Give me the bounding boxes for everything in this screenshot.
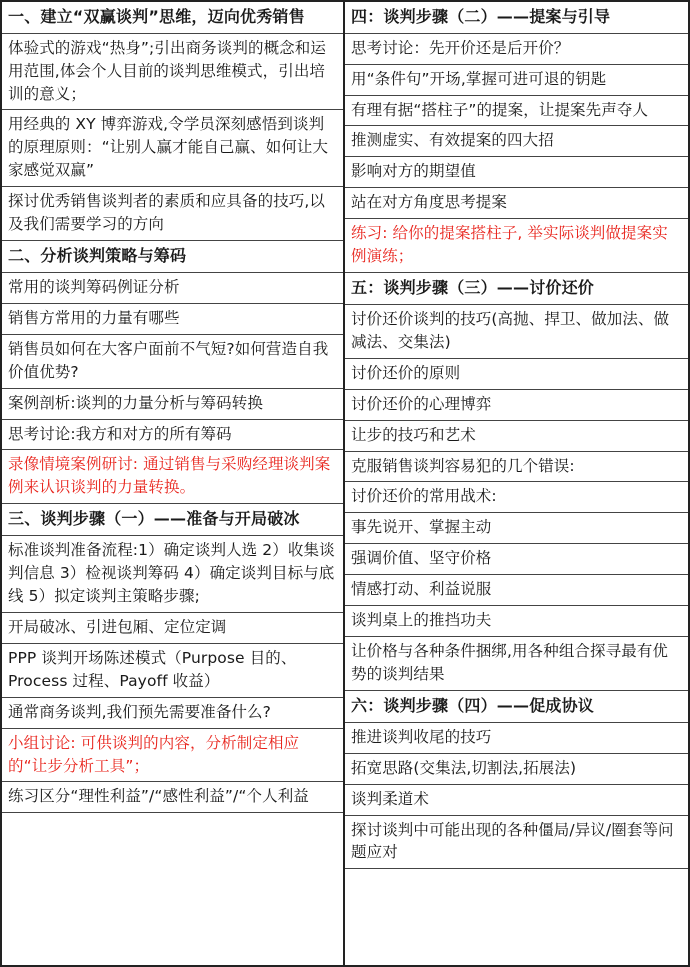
column-filler [2,813,343,965]
outline-text-row [2,782,343,813]
outline-row-text: 情感打动、利益说服 [351,580,492,599]
outline-row-text: 讨价还价的原则 [351,363,461,382]
outline-row-text: 四：谈判步骤（二）——提案与引导 [351,7,611,26]
outline-row-text: 小组讨论: 可供谈判的内容，分析制定相应的“让步分析工具”； [8,733,300,775]
outline-section-heading [345,2,688,34]
outline-row-text: 思考讨论:我方和对方的所有筹码 [8,424,232,443]
outline-text-row [345,637,688,691]
outline-text-row [2,644,343,698]
outline-row-text: 练习区分“理性利益”/“感性利益”/“个人利益 [8,787,309,806]
outline-row-text: 常用的谈判筹码例证分析 [8,277,180,296]
outline-row-text: 讨价还价的常用战术: [351,487,497,506]
outline-section-heading [345,691,688,723]
outline-text-row [345,723,688,754]
outline-row-text: 三、谈判步骤（一）——准备与开局破冰 [8,509,300,529]
outline-row-text: 录像情境案例研讨: 通过销售与采购经理谈判案例来认识谈判的力量转换。 [8,455,331,497]
outline-text-row [345,785,688,816]
outline-text-row [2,187,343,241]
outline-row-text: 强调价值、坚守价格 [351,549,492,568]
outline-text-row [345,359,688,390]
outline-row-text: 练习: 给你的提案搭柱子, 举实际谈判做提案实例演练； [351,224,668,266]
outline-text-row [345,305,688,359]
outline-section-heading [2,2,343,34]
outline-text-row [2,613,343,644]
outline-row-text: 谈判柔道术 [351,789,430,808]
outline-row-text: 标准谈判准备流程:1）确定谈判人选 2）收集谈判信息 3）检视谈判筹码 4）确定谈判目标与底线 5）拟定谈判主策略步骤; [8,541,335,605]
outline-row-text: 讨价还价的心理博弈 [351,394,492,413]
outline-text-row [345,513,688,544]
outline-text-row [345,390,688,421]
outline-text-row [345,34,688,65]
outline-row-text: 体验式的游戏“热身”;引出商务谈判的概念和运用范围,体会个人目前的谈判思维模式，引出培训的意义； [8,38,326,103]
outline-text-row [2,273,343,304]
outline-text-row [345,126,688,157]
outline-text-row [345,452,688,483]
outline-text-row [345,606,688,637]
outline-row-text: 探讨优秀销售谈判者的素质和应具备的技巧,以及我们需要学习的方向 [8,192,326,234]
outline-row-text: 站在对方角度思考提案 [351,193,508,212]
outline-row-text: 推进谈判收尾的技巧 [351,727,492,746]
outline-row-text: 克服销售谈判容易犯的几个错误: [351,456,575,475]
outline-text-row [345,96,688,127]
outline-row-text: 销售员如何在大客户面前不气短?如何营造自我价值优势? [8,339,329,381]
outline-text-row [2,304,343,335]
outline-row-text: 推测虚实、有效提案的四大招 [351,131,554,150]
outline-text-row [345,421,688,452]
outline-text-row [2,450,343,504]
outline-text-row [345,575,688,606]
outline-row-text: 让价格与各种条件捆绑,用各种组合探寻最有优势的谈判结果 [351,642,669,684]
outline-text-row [345,219,688,273]
outline-text-row [2,34,343,111]
outline-row-text: 一、建立“双赢谈判”思维，迈向优秀销售 [8,7,305,26]
outline-text-row [345,157,688,188]
outline-row-text: 让步的技巧和艺术 [351,425,476,444]
outline-row-text: 拓宽思路(交集法,切割法,拓展法) [351,758,577,777]
outline-text-row [345,482,688,513]
outline-section-heading [2,241,343,273]
outline-row-text: 通常商务谈判,我们预先需要准备什么? [8,702,271,721]
outline-row-text: 六：谈判步骤（四）——促成协议 [351,696,595,716]
outline-text-row [345,544,688,575]
outline-row-text: 事先说开、掌握主动 [351,518,492,537]
outline-row-text: 用“条件句”开场,掌握可进可退的钥匙 [351,69,607,88]
outline-section-heading [345,273,688,305]
outline-row-text: 讨价还价谈判的技巧(高抛、捍卫、做加法、做减法、交集法) [351,309,670,351]
outline-row-text: 谈判桌上的推挡功夫 [351,611,492,630]
outline-column-right [345,2,688,965]
outline-text-row [2,420,343,451]
outline-text-row [345,188,688,219]
outline-text-row [345,65,688,96]
outline-text-row [2,698,343,729]
outline-row-text: 有理有据“搭柱子”的提案，让提案先声夺人 [351,100,649,119]
column-filler [345,869,688,965]
outline-row-text: 五：谈判步骤（三）——讨价还价 [351,278,595,298]
outline-section-heading [2,504,343,536]
outline-row-text: 开局破冰、引进包厢、定位定调 [8,617,227,636]
outline-row-text: 影响对方的期望值 [351,162,476,181]
outline-row-text: 思考讨论：先开价还是后开价？ [351,38,570,57]
outline-row-text: PPP 谈判开场陈述模式（Purpose 目的、Process 过程、Payoff 收益） [8,648,297,690]
outline-row-text: 案例剖析:谈判的力量分析与筹码转换 [8,393,263,412]
outline-text-row [345,754,688,785]
outline-text-row [2,536,343,613]
outline-row-text: 用经典的 XY 博弈游戏,令学员深刻感悟到谈判的原理原则：“让别人赢才能自己赢、如何让大家感觉双赢” [8,115,329,180]
outline-text-row [2,110,343,187]
outline-row-text: 探讨谈判中可能出现的各种僵局/异议/圈套等问题应对 [351,820,674,862]
outline-column-left [2,2,345,965]
outline-text-row [2,389,343,420]
outline-text-row [345,816,688,870]
outline-row-text: 销售方常用的力量有哪些 [8,308,180,327]
outline-text-row [2,335,343,389]
outline-row-text: 二、分析谈判策略与筹码 [8,246,187,266]
outline-text-row [2,729,343,783]
